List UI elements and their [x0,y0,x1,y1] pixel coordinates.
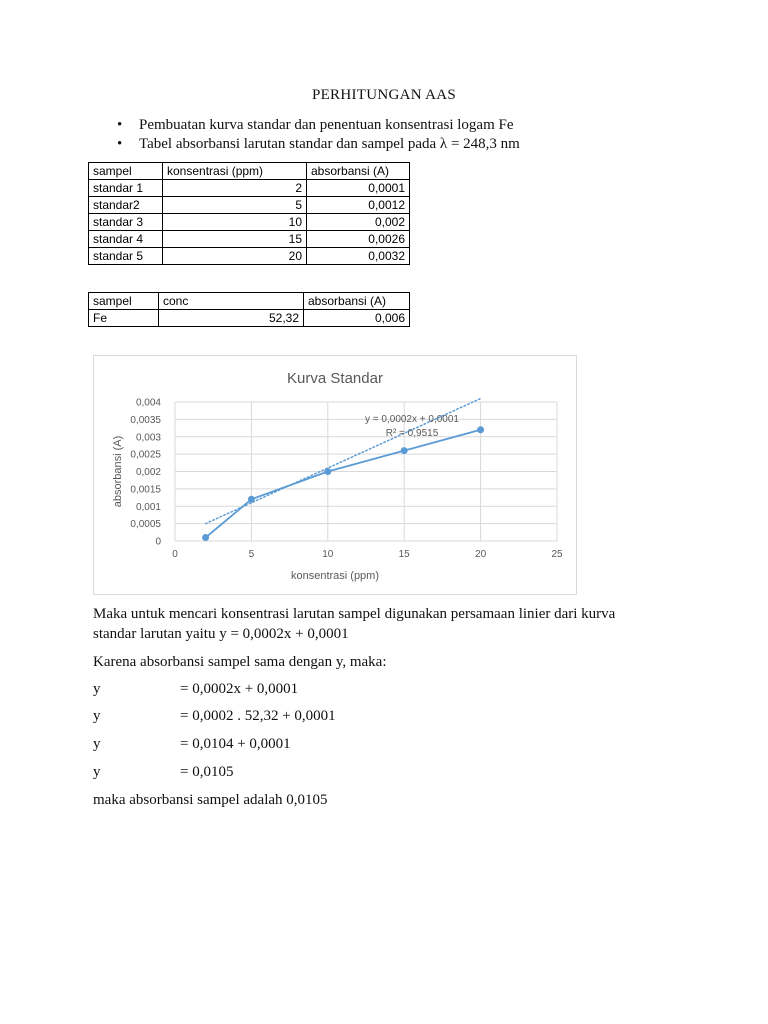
table-cell: 0,0026 [307,231,410,248]
table-cell: 0,0001 [307,180,410,197]
x-tick-label: 15 [398,549,410,560]
x-tick-label: 10 [322,549,334,560]
table-cell: 5 [163,197,307,214]
table-cell: standar 4 [89,231,163,248]
bullet-item [115,135,520,154]
data-point [324,468,331,475]
y-tick-label: 0,0025 [130,449,161,461]
equation-rhs: = 0,0002 . 52,32 + 0,0001 [180,708,336,724]
data-point [477,426,484,433]
paragraph-method: Maka untuk mencari konsentrasi larutan sampel digunakan persamaan linier dari kurva standar larutan yaitu y = 0,0002x + 0,0001 [93,606,616,642]
y-tick-label: 0,003 [135,432,161,444]
table-cell: 52,32 [159,310,304,327]
x-tick-label: 0 [172,549,178,560]
series-line [206,430,481,538]
table-header-row [89,163,410,180]
equation-row [93,679,593,699]
equation-lhs: y [93,764,101,780]
y-tick-label: 0,0035 [130,414,161,426]
table-cell: Fe [89,310,159,327]
conclusion-text: maka absorbansi sampel adalah 0,0105 [93,792,328,808]
table-cell: 10 [163,214,307,231]
bullet-text: Pembuatan kurva standar dan penentuan konsentrasi logam Fe [139,117,514,133]
bullet-text: Tabel absorbansi larutan standar dan sampel pada λ = 248,3 nm [139,136,520,152]
table-header-cell: sampel [89,163,163,180]
table-cell: standar 3 [89,214,163,231]
equation-lhs: y [93,708,101,724]
equation-row [93,734,593,754]
table-row [89,197,410,214]
equation-row [93,762,593,782]
table-header-cell: konsentrasi (ppm) [163,163,307,180]
table-row [89,214,410,231]
table-header-cell: absorbansi (A) [307,163,410,180]
sample-table [88,292,410,327]
table-cell: standar 1 [89,180,163,197]
equation-rhs: = 0,0105 [180,764,234,780]
standard-table [88,162,410,265]
equation-rhs: = 0,0002x + 0,0001 [180,681,299,697]
data-point [202,534,209,541]
table-header-cell: conc [159,293,304,310]
chart-title: Kurva Standar [287,370,383,387]
paragraph-intro: Karena absorbansi sampel sama dengan y, maka: [93,654,387,670]
page-title: PERHITUNGAN AAS [311,87,457,103]
chart-container [93,355,577,595]
table-row [89,180,410,197]
bullet-list [115,116,520,154]
y-axis-label: absorbansi (A) [112,435,124,508]
table-cell: 0,0032 [307,248,410,265]
bullet-item [115,116,520,135]
table-cell: 2 [163,180,307,197]
y-tick-label: 0,001 [135,501,161,513]
table-row [89,231,410,248]
r-squared-label: R² = 0,9515 [385,428,439,439]
x-tick-label: 5 [248,549,255,560]
table-cell: standar 5 [89,248,163,265]
table-cell: 0,0012 [307,197,410,214]
y-tick-label: 0,004 [135,397,161,409]
table-cell: standar2 [89,197,163,214]
bullet-glyph: • [117,136,123,152]
table-row [89,248,410,265]
equation-row [93,706,593,726]
table-cell: 0,006 [304,310,410,327]
table-cell: 20 [163,248,307,265]
kurva-standar-chart [94,356,576,594]
equation-rhs: = 0,0104 + 0,0001 [180,736,291,752]
table-header-cell: absorbansi (A) [304,293,410,310]
trendline-equation: y = 0,0002x + 0,0001 [365,414,459,425]
data-point [401,447,408,454]
x-axis-label: konsentrasi (ppm) [290,570,380,582]
y-tick-label: 0,002 [135,467,161,478]
data-point [248,496,255,503]
equation-lhs: y [93,736,101,752]
table-cell: 0,002 [307,214,410,231]
bullet-glyph: • [117,117,123,133]
x-tick-label: 25 [551,549,563,560]
x-tick-label: 20 [475,549,487,560]
table-header-cell: sampel [89,293,159,310]
y-tick-label: 0,0015 [130,484,161,496]
y-tick-label: 0 [155,536,161,548]
y-tick-label: 0,0005 [130,519,161,531]
table-header-row [89,293,410,310]
table-cell: 15 [163,231,307,248]
table-row [89,310,410,327]
equation-lhs: y [93,681,101,697]
